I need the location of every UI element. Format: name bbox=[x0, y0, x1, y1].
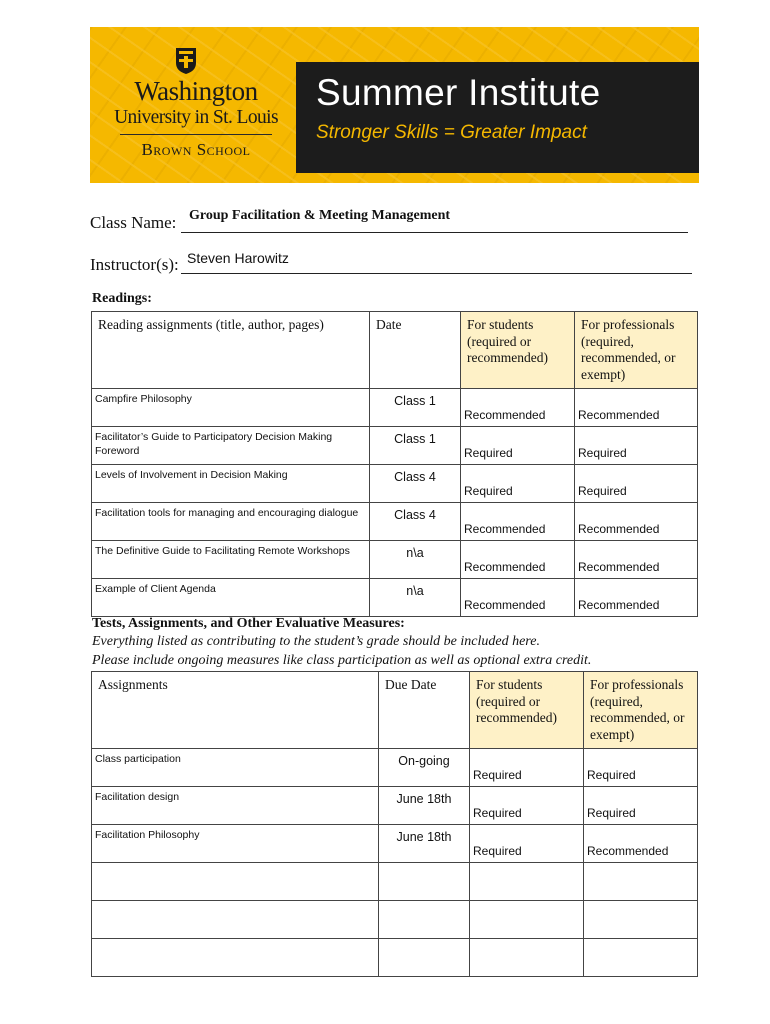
university-crest-icon bbox=[174, 47, 198, 75]
students-requirement: Required bbox=[470, 787, 584, 825]
professionals-requirement: Recommended bbox=[575, 579, 698, 617]
reading-title: Facilitation tools for managing and encouraging dialogue bbox=[92, 503, 370, 541]
assignments-header-row bbox=[92, 672, 698, 749]
professionals-requirement: Required bbox=[575, 465, 698, 503]
table-row bbox=[92, 787, 698, 825]
students-requirement: Required bbox=[461, 427, 575, 465]
reading-date: Class 1 bbox=[370, 427, 461, 465]
professionals-requirement: Required bbox=[584, 749, 698, 787]
assignment-title: Class participation bbox=[92, 749, 379, 787]
students-requirement: Recommended bbox=[461, 579, 575, 617]
reading-title: Levels of Involvement in Decision Making bbox=[92, 465, 370, 503]
assignment-title bbox=[92, 863, 379, 901]
readings-table bbox=[91, 311, 698, 617]
professionals-requirement: Recommended bbox=[575, 389, 698, 427]
col-header-due-date: Due Date bbox=[379, 672, 470, 749]
instructor-label: Instructor(s): bbox=[90, 255, 179, 274]
students-requirement: Recommended bbox=[461, 389, 575, 427]
assignment-title: Facilitation design bbox=[92, 787, 379, 825]
logo-divider bbox=[120, 134, 272, 135]
professionals-requirement: Required bbox=[575, 427, 698, 465]
table-row bbox=[92, 939, 698, 977]
students-requirement bbox=[470, 901, 584, 939]
reading-title: Facilitator’s Guide to Participatory Decision Making Foreword bbox=[92, 427, 370, 465]
university-subname: University in St. Louis bbox=[114, 107, 278, 128]
evaluative-note-ongoing: Please include ongoing measures like class participation as well as optional extra credit. bbox=[92, 653, 592, 668]
col-header-for-students: For students (required or recommended) bbox=[461, 312, 575, 389]
students-requirement: Required bbox=[470, 825, 584, 863]
col-header-assignments: Assignments bbox=[92, 672, 379, 749]
assignment-title bbox=[92, 939, 379, 977]
reading-title: Example of Client Agenda bbox=[92, 579, 370, 617]
instructor-value: Steven Harowitz bbox=[187, 250, 289, 266]
table-row bbox=[92, 579, 698, 617]
assignment-due-date bbox=[379, 901, 470, 939]
students-requirement: Required bbox=[470, 749, 584, 787]
col-header-date: Date bbox=[370, 312, 461, 389]
students-requirement bbox=[470, 863, 584, 901]
assignments-table bbox=[91, 671, 698, 977]
col-header-for-professionals: For professionals (required, recommended, or exempt) bbox=[584, 672, 698, 749]
table-row bbox=[92, 541, 698, 579]
table-row bbox=[92, 427, 698, 465]
reading-date: n\a bbox=[370, 579, 461, 617]
program-title-box bbox=[296, 62, 699, 173]
students-requirement: Recommended bbox=[461, 541, 575, 579]
col-header-for-professionals: For professionals (required, recommended, or exempt) bbox=[575, 312, 698, 389]
reading-date: Class 4 bbox=[370, 503, 461, 541]
reading-date: Class 4 bbox=[370, 465, 461, 503]
table-row bbox=[92, 503, 698, 541]
professionals-requirement: Recommended bbox=[575, 503, 698, 541]
assignment-due-date bbox=[379, 939, 470, 977]
evaluative-note-grade: Everything listed as contributing to the student’s grade should be included here. bbox=[92, 634, 540, 649]
professionals-requirement bbox=[584, 901, 698, 939]
assignment-due-date bbox=[379, 863, 470, 901]
evaluative-measures-heading: Tests, Assignments, and Other Evaluative Measures: bbox=[92, 616, 405, 631]
col-header-reading-assignments: Reading assignments (title, author, pages) bbox=[92, 312, 370, 389]
professionals-requirement: Recommended bbox=[575, 541, 698, 579]
readings-header-row bbox=[92, 312, 698, 389]
readings-heading: Readings: bbox=[92, 291, 152, 306]
table-row bbox=[92, 749, 698, 787]
table-row bbox=[92, 465, 698, 503]
program-title: Summer Institute bbox=[316, 72, 601, 113]
students-requirement bbox=[470, 939, 584, 977]
assignment-due-date: June 18th bbox=[379, 825, 470, 863]
table-row bbox=[92, 825, 698, 863]
instructor-underline bbox=[181, 273, 692, 274]
program-tagline: Stronger Skills = Greater Impact bbox=[316, 122, 587, 143]
professionals-requirement bbox=[584, 863, 698, 901]
assignment-due-date: June 18th bbox=[379, 787, 470, 825]
table-row bbox=[92, 389, 698, 427]
reading-title: Campfire Philosophy bbox=[92, 389, 370, 427]
table-row bbox=[92, 901, 698, 939]
students-requirement: Required bbox=[461, 465, 575, 503]
table-row bbox=[92, 863, 698, 901]
summer-institute-banner bbox=[90, 27, 699, 183]
class-name-label: Class Name: bbox=[90, 213, 177, 232]
reading-date: Class 1 bbox=[370, 389, 461, 427]
assignment-due-date: On-going bbox=[379, 749, 470, 787]
professionals-requirement: Recommended bbox=[584, 825, 698, 863]
reading-date: n\a bbox=[370, 541, 461, 579]
students-requirement: Recommended bbox=[461, 503, 575, 541]
class-name-underline bbox=[181, 232, 688, 233]
reading-title: The Definitive Guide to Facilitating Remote Workshops bbox=[92, 541, 370, 579]
university-name: Washington bbox=[134, 76, 258, 106]
professionals-requirement: Required bbox=[584, 787, 698, 825]
professionals-requirement bbox=[584, 939, 698, 977]
class-name-value: Group Facilitation & Meeting Management bbox=[189, 208, 451, 223]
assignment-title: Facilitation Philosophy bbox=[92, 825, 379, 863]
assignment-title bbox=[92, 901, 379, 939]
school-name: Brown School bbox=[141, 140, 251, 159]
col-header-for-students: For students (required or recommended) bbox=[470, 672, 584, 749]
